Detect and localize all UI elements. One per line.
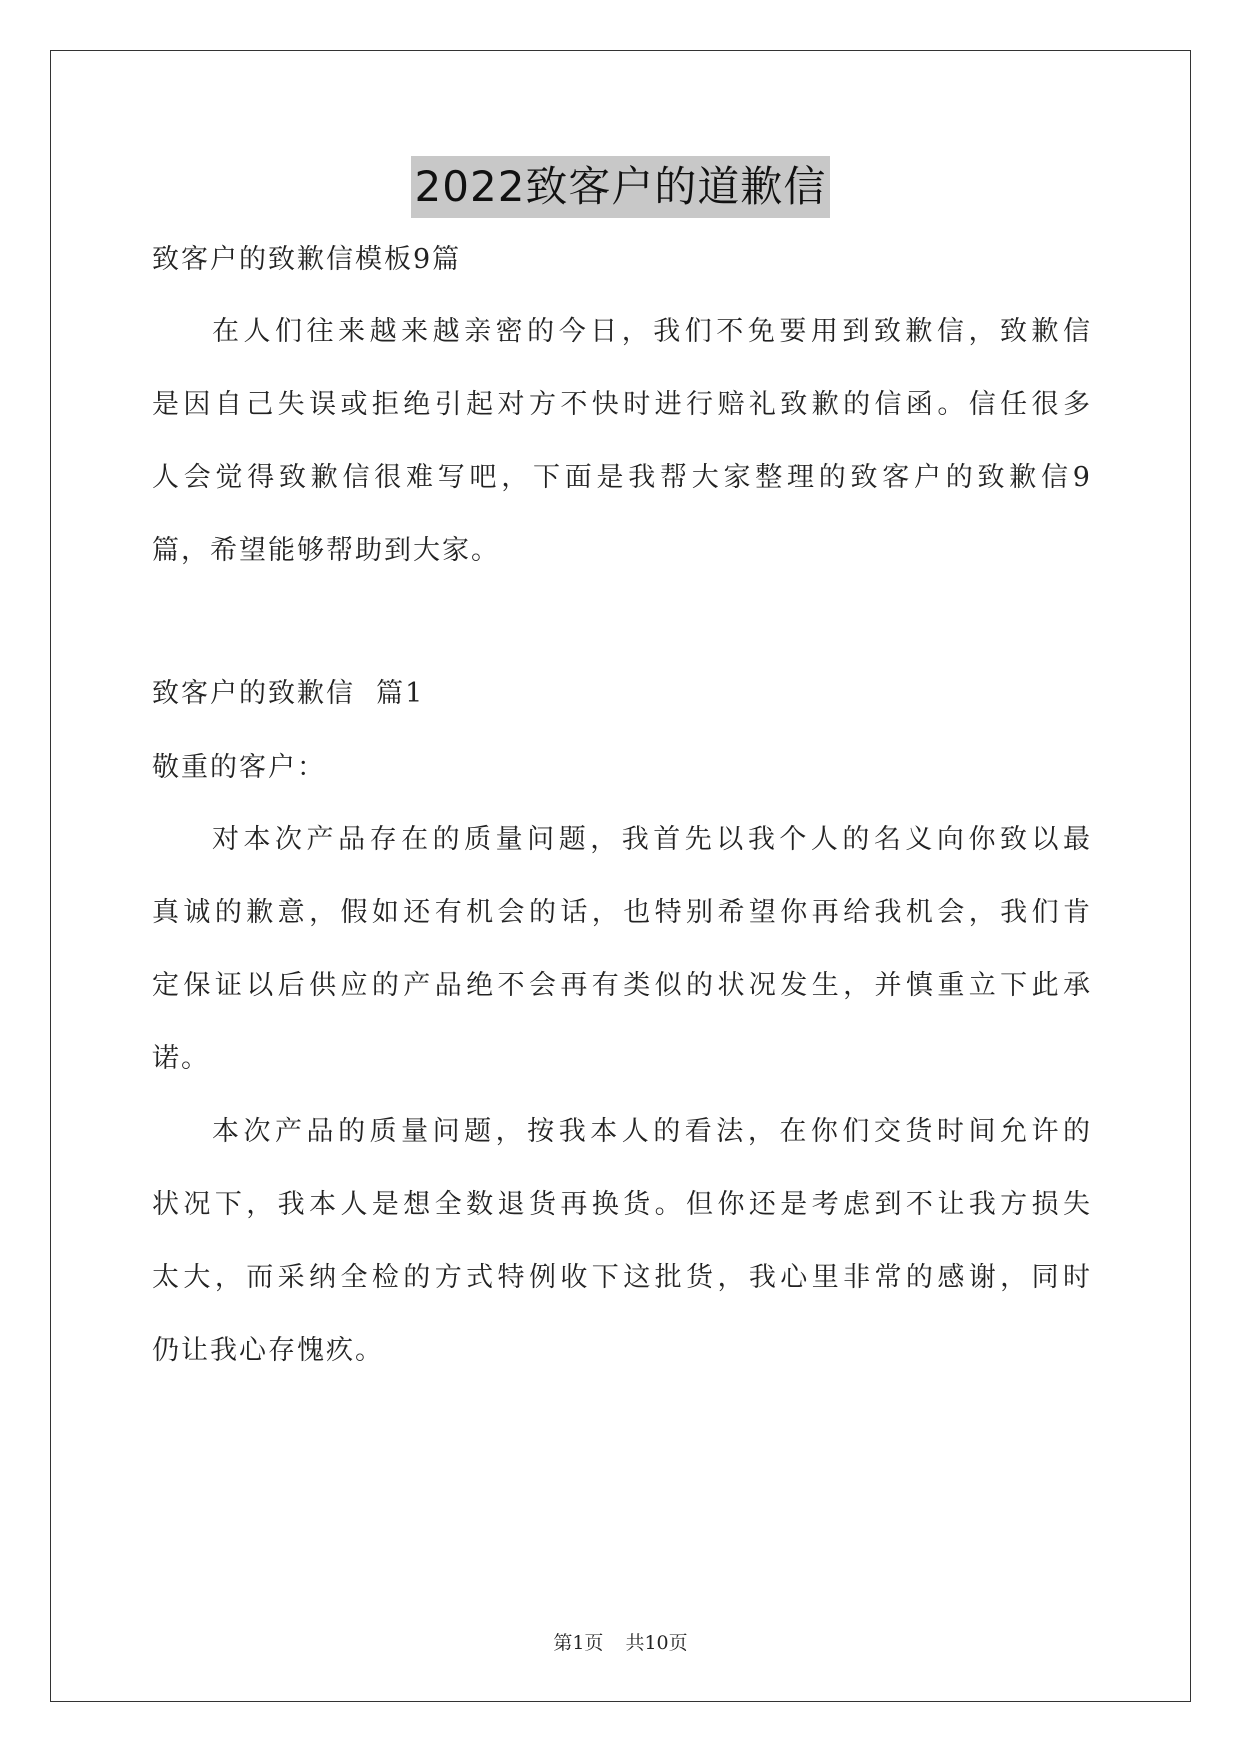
para2-line-1: 本次产品的质量问题，按我本人的看法，在你们交货时间允许的 (212, 1116, 1092, 1147)
intro-line-3: 人会觉得致歉信很难写吧，下面是我帮大家整理的致客户的致歉信9 (152, 462, 1092, 493)
para1-line-4: 诺。 (152, 1043, 210, 1074)
document-title: 2022致客户的道歉信 (411, 156, 831, 218)
salutation: 敬重的客户： (152, 752, 326, 783)
para1-line-2: 真诚的歉意，假如还有机会的话，也特别希望你再给我机会，我们肯 (152, 897, 1092, 928)
page-footer (0, 1630, 1241, 1656)
page-number: 第1页 (553, 1632, 604, 1654)
intro-line-4: 篇，希望能够帮助到大家。 (152, 535, 500, 566)
para2-line-2: 状况下，我本人是想全数退货再换货。但你还是考虑到不让我方损失 (152, 1189, 1092, 1220)
document-subtitle: 致客户的致歉信模板9篇 (152, 244, 462, 275)
page-border (50, 50, 1191, 1702)
page-total: 共10页 (625, 1632, 688, 1654)
intro-line-1: 在人们往来越来越亲密的今日，我们不免要用到致歉信，致歉信 (212, 316, 1092, 347)
intro-line-2: 是因自己失误或拒绝引起对方不快时进行赔礼致歉的信函。信任很多 (152, 389, 1092, 420)
section-heading: 致客户的致歉信 篇1 (152, 678, 425, 709)
para2-line-4: 仍让我心存愧疚。 (152, 1335, 384, 1366)
para1-line-3: 定保证以后供应的产品绝不会再有类似的状况发生，并慎重立下此承 (152, 970, 1092, 1001)
para2-line-3: 太大，而采纳全检的方式特例收下这批货，我心里非常的感谢，同时 (152, 1262, 1092, 1293)
para1-line-1: 对本次产品存在的质量问题，我首先以我个人的名义向你致以最 (212, 824, 1092, 855)
title-container (0, 156, 1241, 218)
